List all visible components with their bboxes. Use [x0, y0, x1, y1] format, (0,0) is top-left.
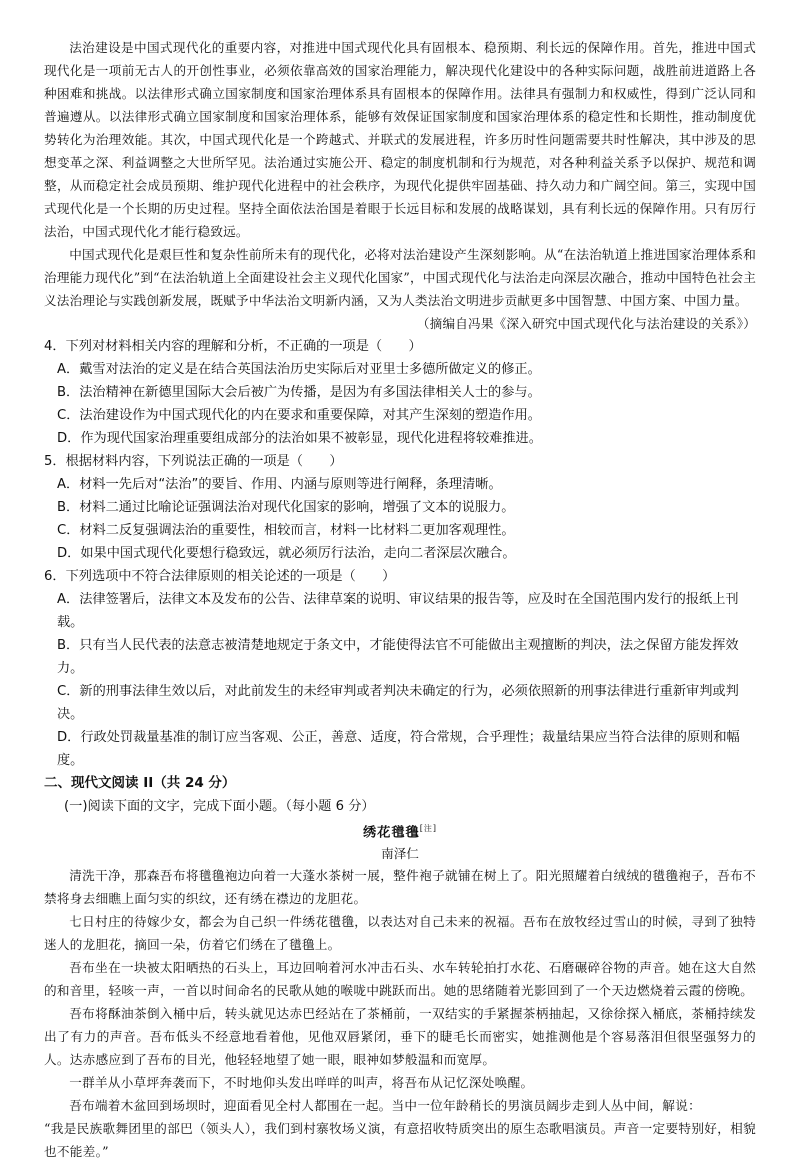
section-heading: 二、现代文阅读 II（共 24 分） [44, 775, 236, 791]
option-d: D．行政处罚裁量基准的制订应当客观、公正，善意、适度，符合常规，合乎理性；裁量结果应当符合法律的原则和幅度。 [57, 730, 740, 768]
question-6 [44, 565, 756, 772]
option-a: A．材料一先后对“法治”的要旨、作用、内涵与原则等进行阐释，条理清晰。 [57, 477, 502, 492]
story-title-text: 绣花氆氇 [363, 825, 420, 841]
question-stem: 5．根据材料内容，下列说法正确的一项是（ ） [44, 454, 343, 469]
option-b: B．材料二通过比喻论证强调法治对现代化国家的影响，增强了文本的说服力。 [57, 500, 515, 515]
material-paragraph-2 [44, 243, 756, 335]
material-paragraph-2-text: 中国式现代化是艰巨性和复杂性前所未有的现代化，必将对法治建设产生深刻影响。从“在法治轨道上推进国家治理体系和治理能力现代化”到“在法治轨道上全面建设社会主义现代化国家”，中国式现代化与法治走向深层次融合，推动中国特色社会主义法治理论与实践创新发展，既赋予中华法治文明新内涵，又为人类法治文明进步贡献更多中国智慧、中国方案、中国力量。 [44, 247, 756, 308]
question-5 [44, 450, 756, 565]
option-b: B．法治精神在新德里国际大会后被广为传播，是因为有多国法律相关人士的参与。 [57, 385, 541, 400]
option-b: B．只有当人民代表的法意志被清楚地规定于条文中，才能使得法官不可能做出主观擅断的判决，法之保留方能发挥效力。 [57, 638, 739, 676]
story-paragraph: 吾布坐在一块被太阳晒热的石头上，耳边回响着河水冲击石头、水车转轮拍打水花、石磨碾碎谷物的声音。她在这大自然的和音里，轻咳一声，一首以时间命名的民歌从她的喉咙中跳跃而出。她的思绪随着光影回到了一个天边燃烧着云霞的傍晚。 [44, 960, 756, 999]
document-page [44, 36, 756, 1163]
option-c: C．法治建设作为中国式现代化的内在要求和重要保障，对其产生深刻的塑造作用。 [57, 408, 541, 423]
story-paragraph: 一群羊从小草坪奔袭而下，不时地仰头发出咩咩的叫声，将吾布从记忆深处唤醒。 [69, 1075, 534, 1091]
material-paragraph-1: 法治建设是中国式现代化的重要内容，对推进中国式现代化具有固根本、稳预期、利长远的保障作用。首先，推进中国式现代化是一项前无古人的开创性事业，必须依靠高效的国家治理能力，解决现代化建设中的各种实际问题，战胜前进道路上各种困难和挑战。以法律形式确立国家制度和国家治理体系具有固根本的保障作用。法律具有强制力和权威性，得到广泛认同和普遍遵从。以法律形式确立国家制度和国家治理体系，能够有效保证国家制度和国家治理体系的稳定性和长期性，推动制度优势转化为治理效能。其次，中国式现代化是一个跨越式、并联式的发展进程，许多历时性问题需要共时性解决，其中涉及的思想变革之深、利益调整之大世所罕见。法治通过实施公开、稳定的制度机制和行为规范，对各种利益关系予以保护、规范和调整，从而稳定社会成员预期、维护现代化进程中的社会秩序，为现代化提供牢固基础、持久动力和广阔空间。第三，实现中国式现代化是一个长期的历史过程。坚持全面依法治国是着眼于长远目标和发展的战略谋划，具有利长远的保障作用。只有厉行法治，中国式现代化才能行稳致远。 [44, 40, 756, 239]
section-instruction: (一)阅读下面的文字，完成下面小题。（每小题 6 分） [64, 799, 375, 814]
option-a: A．法律签署后，法律文本及发布的公告、法律草案的说明、审议结果的报告等，应及时在全国范围内发行的报纸上刊载。 [57, 592, 739, 630]
story-paragraph: 吾布端着木盆回到场坝时，迎面看见全村人都围在一起。当中一位年龄稍长的男演员阔步走到人丛中间，解说： [69, 1098, 701, 1114]
question-4 [44, 335, 756, 450]
story-quote-line: “我是民族歌舞团里的部巴（领头人），我们到村寨牧场义演，有意招收特质突出的原生态歌唱演员。声音一定要特别好，相貌也不能差。” [44, 1121, 756, 1160]
story-author: 南泽仁 [381, 846, 419, 862]
story-paragraph: 七日村庄的待嫁少女，都会为自己织一件绣花氆氇，以表达对自己未来的祝福。吾布在放牧经过雪山的时候，寻到了独特迷人的龙胆花，摘回一朵，仿着它们绣在了氆氇上。 [44, 914, 756, 953]
material-source: （摘编自冯果《深入研究中国式现代化与法治建设的关系》） [416, 316, 756, 331]
story-title [44, 818, 756, 843]
option-d: D．作为现代国家治理重要组成部分的法治如果不被彰显，现代化进程将较难推进。 [57, 431, 542, 446]
option-a: A．戴雪对法治的定义是在结合英国法治历史实际后对亚里士多德所做定义的修正。 [57, 362, 541, 377]
story-paragraph: 清洗干净，那森吾布将氆氇袍边向着一大蓬水茶树一展，整件袍子就铺在树上了。阳光照耀着白绒绒的氆氇袍子，吾布不禁将身去细瞧上面匀实的织纹，还有绣在襟边的龙胆花。 [44, 868, 756, 907]
option-c: C．材料二反复强调法治的重要性，相较而言，材料一比材料二更加客观理性。 [57, 523, 515, 538]
option-c: C．新的刑事法律生效以后，对此前发生的未经审判或者判决未确定的行为，必须依照新的刑事法律进行重新审判或判决。 [57, 684, 739, 722]
question-stem: 6．下列选项中不符合法律原则的相关论述的一项是（ ） [44, 569, 396, 584]
option-d: D．如果中国式现代化要想行稳致远，就必须厉行法治，走向二者深层次融合。 [57, 546, 516, 561]
story-paragraph: 吾布将酥油茶倒入桶中后，转头就见达赤巴经站在了茶桶前，一双结实的手紧握茶柄抽起，又徐徐探入桶底，茶桶持续发出了有力的声音。吾布低头不经意地看着他，见他双唇紧闭，垂下的睫毛长而密实，她推测他是个容易落泪但很坚强努力的人。达赤感应到了吾布的目光，他轻轻地望了她一眼，眼神如梦般温和而宽厚。 [44, 1006, 756, 1068]
question-stem: 4．下列对材料相关内容的理解和分析，不正确的一项是（ ） [44, 339, 422, 354]
story-title-note: [注] [419, 824, 437, 833]
